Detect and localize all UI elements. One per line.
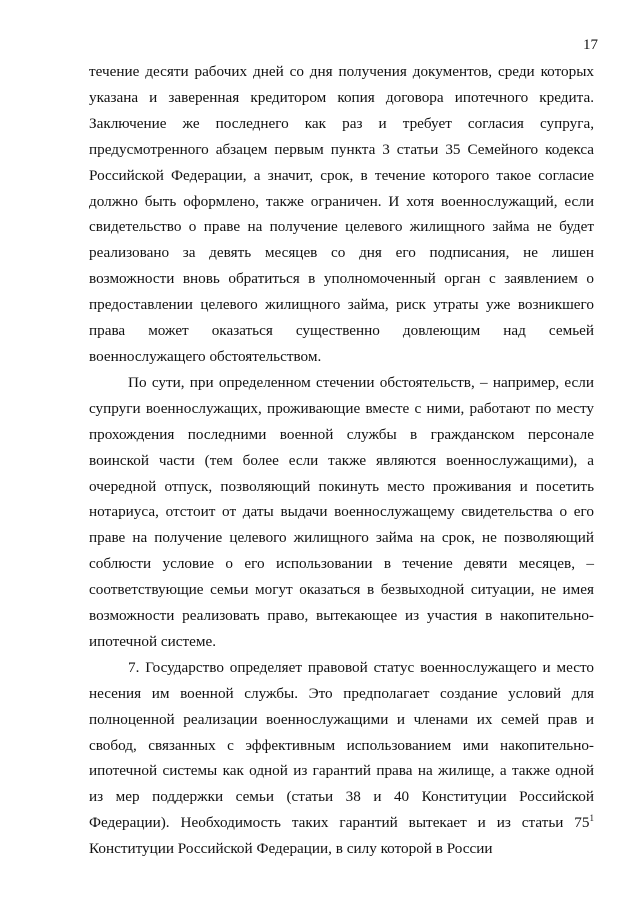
paragraph-text-part: 7. Государство определяет правовой статус военнослужащего и место несения им военной службы. Это предполагает создание условий для полноценной реализации военнослужащими и членами их семей прав и свобод, связанных с эффективным использованием ими накопительно-ипотечной системы как одной из гарантий права на жилище, а также одной из мер поддержки семьи (статьи 38 и 40 Конституции Российской Федерации). Необходимость таких гарантий вытекает и из статьи 75 <box>89 658 594 832</box>
body-text <box>89 59 594 862</box>
paragraph-section-7 <box>89 655 594 862</box>
superscript-article-index: 1 <box>589 813 594 824</box>
paragraph-text-part: Конституции Российской Федерации, в силу которой в России <box>89 840 493 858</box>
paragraph: По сути, при определенном стечении обстоятельств, – например, если супруги военнослужащих, проживающие вместе с ними, работают по месту прохождения последними военной службы в гражданском персонале воинской части (тем более если также являются военнослужащими), а очередной отпуск, позволяющий покинуть место проживания и посетить нотариуса, отстоит от даты выдачи военнослужащему свидетельства о его праве на получение целевого жилищного займа на срок, не позволяющий соблюсти условие о его использовании в течение девяти месяцев, – соответствующие семьи могут оказаться в безвыходной ситуации, не имея возможности реализовать право, вытекающее из участия в накопительно-ипотечной системе. <box>89 373 594 650</box>
paragraph-continued: течение десяти рабочих дней со дня получения документов, среди которых указана и заверенная кредитором копия договора ипотечного кредита. Заключение же последнего как раз и требует согласия супруга, предусмотренного абзацем первым пункта 3 статьи 35 Семейного кодекса Российской Федерации, а значит, срок, в течение которого такое согласие должно быть оформлено, также ограничен. И хотя военнослужащий, если свидетельство о праве на получение целевого жилищного займа не будет реализовано за девять месяцев со дня его подписания, не лишен возможности вновь обратиться в уполномоченный орган с заявлением о предоставлении целевого жилищного займа, риск утраты уже возникшего права может оказаться существенно довлеющим над семьей военнослужащего обстоятельством. <box>89 63 594 365</box>
page-number: 17 <box>583 37 598 53</box>
